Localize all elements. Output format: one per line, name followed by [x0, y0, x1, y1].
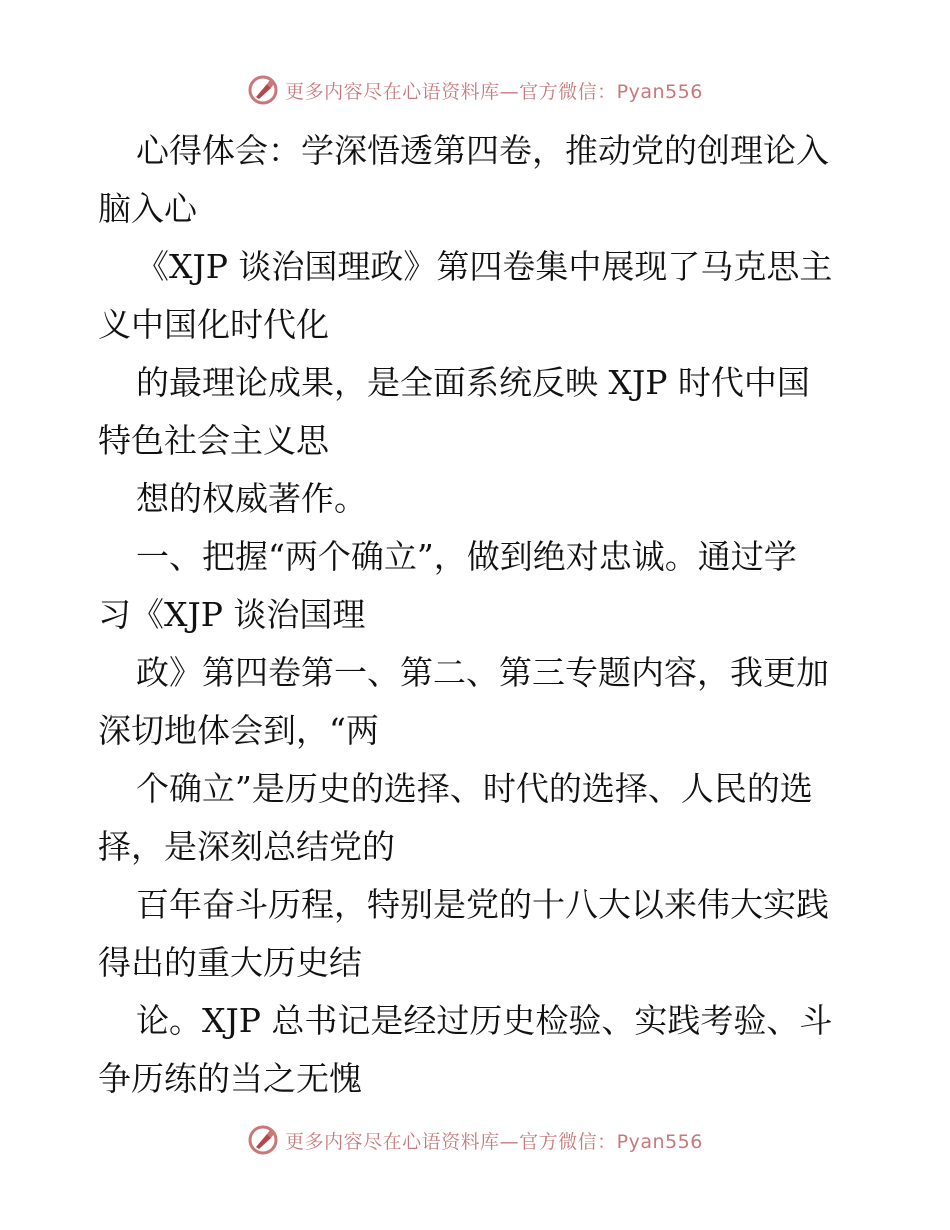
pen-nib-logo-icon [247, 1124, 279, 1156]
text-line: 的最理论成果，是全面系统反映 XJP 时代中国 [136, 363, 810, 402]
text-line: 择，是深刻总结党的 [98, 827, 395, 866]
text-line: 义中国化时代化 [98, 305, 329, 344]
paragraph [98, 644, 858, 760]
footer-watermark-text: 更多内容尽在心语资料库—官方微信：Pyan556 [285, 1130, 703, 1153]
header-watermark [0, 70, 950, 110]
text-line: 个确立”是历史的选择、时代的选择、人民的选 [136, 769, 813, 808]
text-line: 习《XJP 谈治国理 [98, 595, 366, 634]
document-body [98, 122, 858, 1108]
text-line: 心得体会：学深悟透第四卷，推动党的创理论入 [136, 131, 829, 170]
paragraph [98, 528, 858, 644]
text-line: 争历练的当之无愧 [98, 1059, 362, 1098]
text-line: 脑入心 [98, 189, 197, 228]
text-line: 政》第四卷第一、第二、第三专题内容，我更加 [136, 653, 829, 692]
paragraph [98, 876, 858, 992]
text-line: 一、把握“两个确立”，做到绝对忠诚。通过学 [136, 537, 797, 576]
footer-watermark [0, 1120, 950, 1160]
text-line: 《XJP 谈治国理政》第四卷集中展现了马克思主 [136, 247, 833, 286]
header-watermark-text: 更多内容尽在心语资料库—官方微信：Pyan556 [285, 80, 703, 103]
text-line: 特色社会主义思 [98, 421, 329, 460]
pen-nib-logo-icon [247, 74, 279, 106]
paragraph [98, 992, 858, 1108]
text-line: 得出的重大历史结 [98, 943, 362, 982]
text-line: 百年奋斗历程，特别是党的十八大以来伟大实践 [136, 885, 829, 924]
paragraph [98, 354, 858, 470]
text-line: 论。XJP 总书记是经过历史检验、实践考验、斗 [136, 1001, 833, 1040]
paragraph [98, 470, 858, 528]
paragraph [98, 760, 858, 876]
text-line: 深切地体会到，“两 [98, 711, 379, 750]
text-line: 想的权威著作。 [136, 479, 367, 518]
paragraph-title [98, 122, 858, 238]
paragraph [98, 238, 858, 354]
